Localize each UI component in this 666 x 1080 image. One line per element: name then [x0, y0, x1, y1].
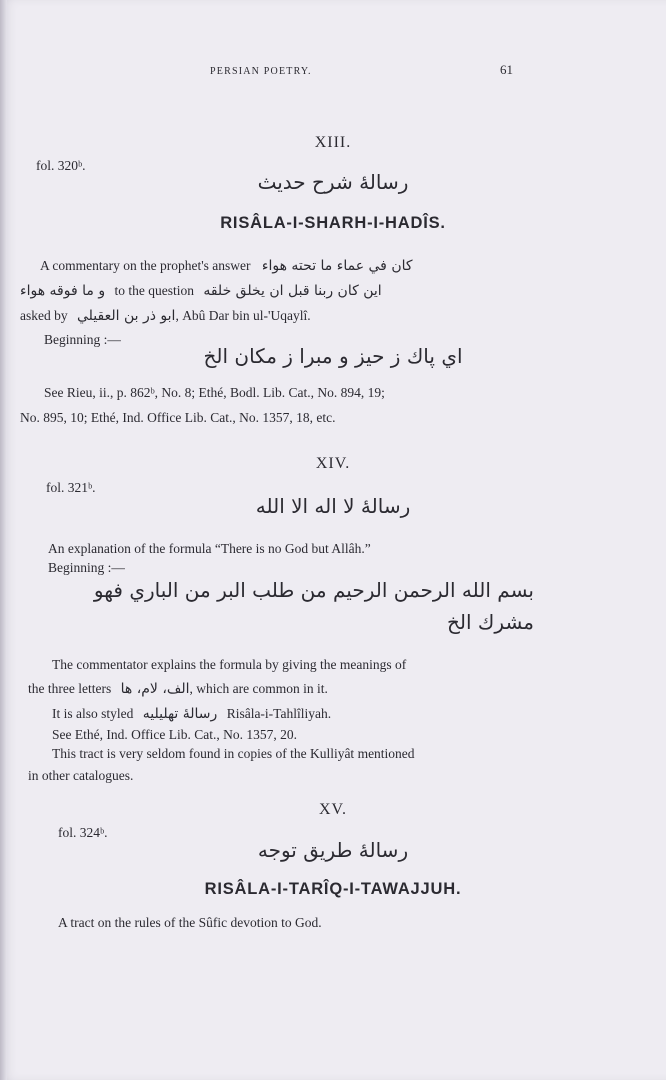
arabic-phrase: و ما فوقه هواء — [20, 283, 106, 299]
running-head: PERSIAN POETRY. — [210, 66, 312, 77]
text-line — [20, 308, 311, 324]
arabic-phrase: کان في عماء ما تحته هواء — [261, 258, 413, 274]
reference-line: See Ethé, Ind. Office Lib. Cat., No. 1357, 20. — [52, 727, 297, 742]
text-span: , which are common in it. — [189, 681, 328, 696]
text-line: A tract on the rules of the Sûfic devotion to God. — [58, 915, 322, 930]
text-line — [40, 258, 413, 274]
folio-reference: fol. 324ᵇ. — [58, 825, 108, 840]
folio-reference: fol. 321ᵇ. — [46, 480, 96, 495]
arabic-phrase: رسالهٔ تهلیلیه — [142, 706, 218, 722]
arabic-title: رسالهٔ شرح حدیث — [257, 170, 409, 194]
text-span: asked by — [20, 308, 68, 323]
text-line: The commentator explains the formula by giving the meanings of — [52, 657, 407, 672]
reference-line: See Rieu, ii., p. 862ᵇ, No. 8; Ethé, Bodl. Lib. Cat., No. 894, 19; — [44, 385, 385, 400]
beginning-label: Beginning :— — [44, 332, 121, 347]
arabic-verse: اي پاك ز حیز و مبرا ز مكان الخ — [203, 344, 463, 368]
section-numeral-xv: XV. — [318, 801, 348, 818]
section-numeral-xiv: XIV. — [315, 455, 351, 472]
section-title: RISÂLA-I-TARÎQ-I-TAWAJJUH. — [204, 880, 462, 898]
page-number: 61 — [500, 62, 513, 77]
text-line — [20, 283, 382, 299]
arabic-phrase: ابو ذر بن العقیلي — [77, 308, 176, 324]
text-line: in other catalogues. — [28, 768, 134, 783]
text-span: to the question — [114, 283, 194, 298]
beginning-label: Beginning :— — [48, 560, 125, 575]
text-span: , Abû Dar bin ul-'Uqaylî. — [175, 308, 311, 323]
folio-reference: fol. 320ᵇ. — [36, 158, 86, 173]
text-line — [52, 706, 331, 722]
section-numeral-xiii: XIII. — [314, 134, 352, 151]
text-line: This tract is very seldom found in copies of the Kulliyât mentioned — [52, 746, 415, 761]
arabic-title: رسالهٔ لا اله الا الله — [255, 494, 411, 518]
arabic-verse: بسم الله الرحمن الرحیم من طلب البر من الباري فهو — [93, 578, 534, 602]
text-span: Risâla-i-Tahlîliyah. — [226, 706, 332, 721]
text-span: A commentary on the prophet's answer — [40, 258, 251, 273]
text-span: It is also styled — [52, 706, 134, 721]
section-title: RISÂLA-I-SHARH-I-HADÎS. — [220, 214, 446, 232]
binding-gutter — [0, 0, 7, 1080]
text-line — [28, 681, 328, 697]
text-line: An explanation of the formula “There is no God but Allâh.” — [48, 541, 371, 556]
reference-line: No. 895, 10; Ethé, Ind. Office Lib. Cat., No. 1357, 18, etc. — [20, 410, 336, 425]
text-span: the three letters — [28, 681, 112, 696]
arabic-title: رسالهٔ طریق توجه — [257, 838, 409, 862]
arabic-verse: مشرك الخ — [447, 610, 534, 634]
arabic-phrase: الف، لام، ها — [120, 681, 190, 697]
arabic-phrase: این کان ربنا قبل ان یخلق خلقه — [203, 283, 382, 299]
